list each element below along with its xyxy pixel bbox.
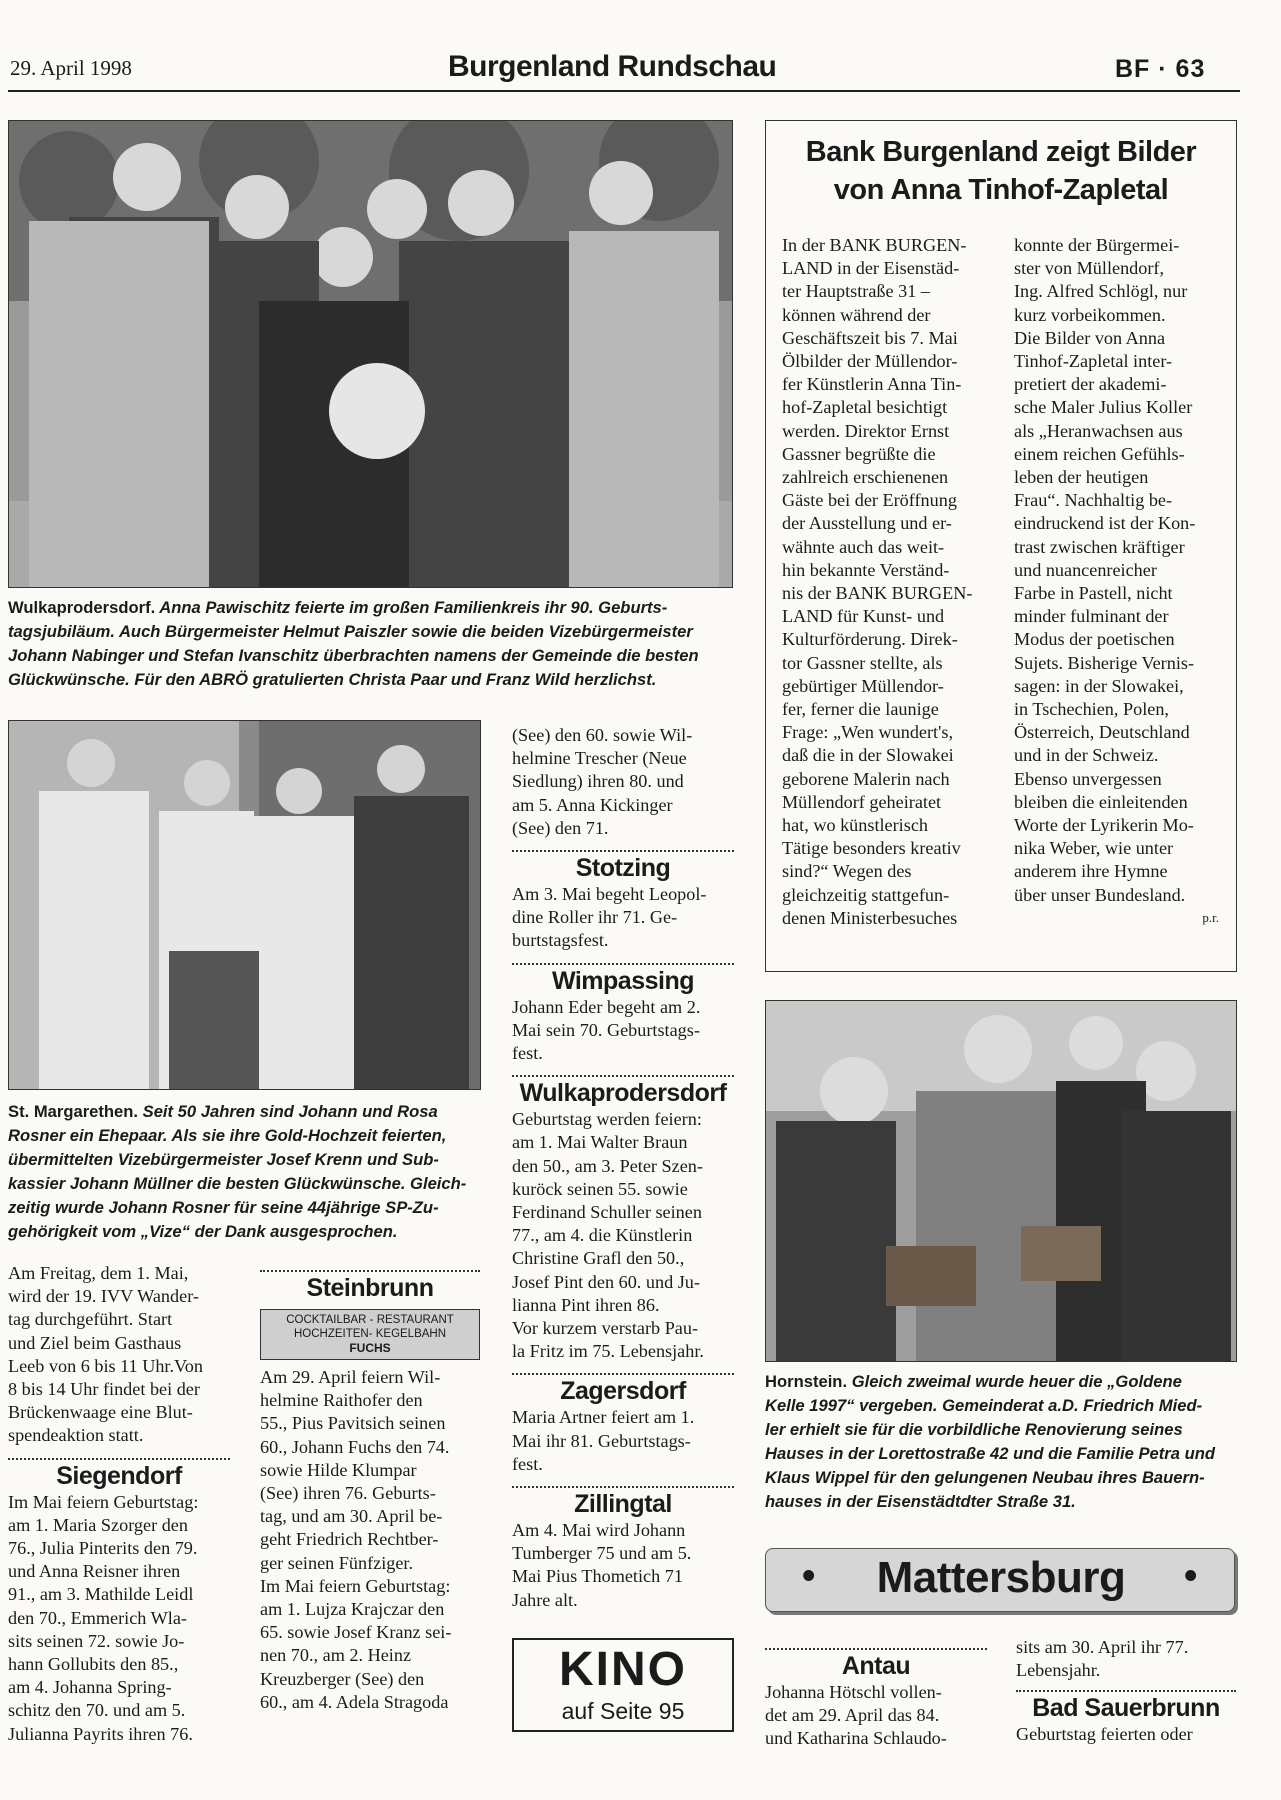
divider xyxy=(8,1458,230,1460)
heading-steinbrunn: Steinbrunn xyxy=(306,1274,434,1302)
text-line: nika Weber, wie unter xyxy=(1014,838,1174,859)
caption-line: kassier Johann Müllner die besten Glückwünsche. Gleich- xyxy=(8,1174,467,1193)
text-line: Geschäftszeit bis 7. Mai xyxy=(782,327,958,348)
text-line: sagen: in der Slowakei, xyxy=(1014,675,1184,696)
text-line: Vor kurzem verstarb Pau- xyxy=(512,1318,699,1339)
text-line: leben der heutigen xyxy=(1014,467,1149,488)
bank-article-box xyxy=(765,120,1237,972)
text-line: hof-Zapletal besichtigt xyxy=(782,397,948,418)
text-line: spendeaktion statt. xyxy=(8,1425,144,1446)
text-line: Geburtstag werden feiern: xyxy=(512,1109,702,1130)
text-line: Jahre alt. xyxy=(512,1589,578,1610)
text-line: Geburtstag feierten oder xyxy=(1016,1724,1193,1745)
bank-signature: p.r. xyxy=(1202,909,1219,925)
ad-line: COCKTAILBAR - RESTAURANT xyxy=(286,1314,454,1326)
antau-cont-text xyxy=(1016,1636,1236,1682)
stotzing-text xyxy=(512,883,734,953)
text-line: In der BANK BURGEN- xyxy=(782,235,967,255)
text-line: Lebensjahr. xyxy=(1016,1660,1101,1681)
text-line: Kreuzberger (See) den xyxy=(260,1668,425,1689)
text-line: trast zwischen kräftiger xyxy=(1014,536,1185,557)
text-line: wähnte auch das weit- xyxy=(782,536,945,557)
text-line: denen Ministerbesuches xyxy=(782,907,958,928)
text-line: geht Friedrich Rechtber- xyxy=(260,1529,439,1550)
text-line: bleiben die einleitenden xyxy=(1014,791,1188,812)
bullet-left: • xyxy=(802,1555,816,1597)
caption-line: tagsjubiläum. Auch Bürgermeister Helmut Paiszler sowie die beiden Vizebürgermeister xyxy=(8,622,693,641)
divider xyxy=(1016,1690,1236,1692)
kino-box[interactable] xyxy=(512,1638,734,1732)
text-line: und Ziel beim Gasthaus xyxy=(8,1332,182,1353)
text-line: helmine Trescher (Neue xyxy=(512,748,687,769)
text-line: Gassner begrüßte die xyxy=(782,443,936,464)
caption-line: Seit 50 Jahren sind Johann und Rosa xyxy=(142,1102,438,1121)
text-line: werden. Direktor Ernst xyxy=(782,420,950,441)
photo-hornstein-award xyxy=(765,1000,1237,1362)
heading-bad-sauerbrunn: Bad Sauerbrunn xyxy=(1032,1694,1220,1723)
antau-continued-column xyxy=(1016,1636,1236,1747)
text-line: lianna Pint ihren 86. xyxy=(512,1294,660,1315)
text-line: tag, und am 30. April be- xyxy=(260,1506,443,1527)
heading-antau: Antau xyxy=(841,1652,911,1680)
heading-zillingtal: Zillingtal xyxy=(574,1490,672,1519)
text-line: Tumberger 75 und am 5. xyxy=(512,1543,692,1564)
text-line: Tätige besonders kreativ xyxy=(782,838,961,859)
text-line: 8 bis 14 Uhr findet bei der xyxy=(8,1379,200,1400)
bank-article-col1 xyxy=(782,234,982,930)
text-line: hin bekannte Verständ- xyxy=(782,559,950,580)
text-line: Im Mai feiern Geburtstag: xyxy=(260,1575,451,1596)
text-line: geborene Malerin nach xyxy=(782,768,950,789)
text-line: Ferdinand Schuller seinen xyxy=(512,1202,702,1223)
text-line: sits seinen 72. sowie Jo- xyxy=(8,1630,185,1651)
heading-stotzing: Stotzing xyxy=(575,854,671,883)
divider xyxy=(512,963,734,965)
photo3-caption xyxy=(765,1370,1245,1514)
caption-line: zeitig wurde Johann Rosner für seine 44jährige SP-Zu- xyxy=(8,1198,439,1217)
caption-line: gehörigkeit vom „Vize“ der Dank ausgesprochen. xyxy=(8,1222,398,1241)
text-line: hat, wo künstlerisch xyxy=(782,815,928,836)
text-line: Leeb von 6 bis 11 Uhr.Von xyxy=(8,1355,203,1376)
text-line: eindruckend ist der Kon- xyxy=(1014,513,1196,534)
text-line: Ebenso unvergessen xyxy=(1014,768,1162,789)
caption-line: übermittelten Vizebürgermeister Josef Krenn und Sub- xyxy=(8,1150,439,1169)
text-line: det am 29. April das 84. xyxy=(765,1705,940,1726)
text-line: den 70., Emmerich Wla- xyxy=(8,1607,187,1628)
steinbrunn-ad[interactable] xyxy=(260,1309,480,1360)
text-line: Josef Pint den 60. und Ju- xyxy=(512,1271,700,1292)
divider xyxy=(765,1648,987,1650)
text-line: kuröck seinen 55. sowie xyxy=(512,1178,688,1199)
wandertag-text xyxy=(8,1262,230,1448)
text-line: pretiert der akademi- xyxy=(1014,374,1167,395)
bank-article-col2 xyxy=(1014,234,1219,929)
steinbrunn-column xyxy=(260,1270,480,1714)
caption-place: Hornstein. xyxy=(765,1372,848,1391)
text-line: Frau“. Nachhaltig be- xyxy=(1014,490,1173,511)
heading-wulkaprodersdorf: Wulkaprodersdorf xyxy=(519,1079,727,1108)
text-line: sind?“ Wegen des xyxy=(782,861,912,882)
caption-line: ler erhielt sie für die vorbildliche Renovierung seines xyxy=(765,1420,1183,1439)
text-line: den 50., am 3. Peter Szen- xyxy=(512,1155,703,1176)
text-line: daß die in der Slowakei xyxy=(782,745,954,766)
text-line: am 5. Anna Kickinger xyxy=(512,794,673,815)
text-line: und in der Schweiz. xyxy=(1014,745,1159,766)
zillingtal-text xyxy=(512,1519,734,1612)
photo-st-margarethen-couple xyxy=(8,720,481,1090)
text-line: Farbe in Pastell, nicht xyxy=(1014,583,1173,604)
text-line: Mai sein 70. Geburtstags- xyxy=(512,1019,700,1040)
text-line: 77., am 4. die Künstlerin xyxy=(512,1225,693,1246)
text-line: sche Maler Julius Koller xyxy=(1014,397,1193,418)
text-line: wird der 19. IVV Wander- xyxy=(8,1286,199,1307)
text-line: ster von Müllendorf, xyxy=(1014,258,1165,279)
text-line: helmine Raithofer den xyxy=(260,1390,423,1411)
header-page-ref: BF · 63 xyxy=(1115,55,1206,83)
text-line: Kulturförderung. Direk- xyxy=(782,629,958,650)
text-line: Tinhof-Zapletal inter- xyxy=(1014,351,1173,372)
text-line: der Ausstellung und er- xyxy=(782,513,952,534)
photo2-caption xyxy=(8,1100,488,1244)
text-line: können während der xyxy=(782,304,931,325)
text-line: 65. sowie Josef Kranz sei- xyxy=(260,1622,452,1643)
text-line: Müllendorf geheiratet xyxy=(782,791,942,812)
heading-wimpassing: Wimpassing xyxy=(551,966,695,995)
bad-sauerbrunn-text xyxy=(1016,1723,1236,1746)
zagersdorf-text xyxy=(512,1406,734,1476)
text-line: hann Gollubits den 85., xyxy=(8,1654,179,1675)
text-line: 76., Julia Pinterits den 79. xyxy=(8,1538,198,1559)
mid-top-text xyxy=(512,724,734,840)
bank-title-line: Bank Burgenland zeigt Bilder xyxy=(805,136,1197,168)
photo-wulkaprodersdorf-group xyxy=(8,120,733,588)
text-line: Im Mai feiern Geburtstag: xyxy=(8,1491,199,1512)
bank-article-title xyxy=(766,133,1236,209)
text-line: nis der BANK BURGEN- xyxy=(782,583,973,604)
text-line: und nuancenreicher xyxy=(1014,559,1157,580)
steinbrunn-text xyxy=(260,1366,480,1714)
caption-place: St. Margarethen. xyxy=(8,1102,139,1121)
text-line: Julianna Payrits ihren 76. xyxy=(8,1723,193,1744)
text-line: LAND in der Eisenstäd- xyxy=(782,258,960,279)
caption-line: Klaus Wippel für den gelungenen Neubau ihres Bauern- xyxy=(765,1468,1205,1487)
text-line: als „Heranwachsen aus xyxy=(1014,420,1183,441)
caption-line: Anna Pawischitz feierte im großen Familienkreis ihr 90. Geburts- xyxy=(159,598,668,617)
text-line: ger seinen Fünfziger. xyxy=(260,1552,414,1573)
divider xyxy=(512,850,734,852)
text-line: 91., am 3. Mathilde Leidl xyxy=(8,1584,194,1605)
text-line: am 1. Maria Szorger den xyxy=(8,1514,188,1535)
text-line: in Tschechien, Polen, xyxy=(1014,699,1169,720)
text-line: einem reichen Gefühls- xyxy=(1014,443,1185,464)
text-line: Ing. Alfred Schlögl, nur xyxy=(1014,281,1188,302)
text-line: Siedlung) ihren 80. und xyxy=(512,771,684,792)
header-date: 29. April 1998 xyxy=(10,56,132,80)
caption-line: Hauses in der Lorettostraße 42 und die Familie Petra und xyxy=(765,1444,1215,1463)
text-line: 55., Pius Pavitsich seinen xyxy=(260,1413,446,1434)
bullet-right: • xyxy=(1184,1555,1198,1597)
caption-line: Gleich zweimal wurde heuer die „Goldene xyxy=(851,1372,1182,1391)
text-line: 60., am 4. Adela Stragoda xyxy=(260,1691,449,1712)
text-line: zahlreich erschienenen xyxy=(782,467,949,488)
text-line: anderem ihre Hymne xyxy=(1014,861,1168,882)
siegendorf-text xyxy=(8,1491,230,1746)
caption-line: hauses in der Eisenstädtdter Straße 31. xyxy=(765,1492,1076,1511)
left-bottom-column xyxy=(8,1262,230,1746)
mattersburg-title: Mattersburg xyxy=(876,1553,1126,1602)
text-line: Mai Pius Thometich 71 xyxy=(512,1566,683,1587)
caption-place: Wulkaprodersdorf. xyxy=(8,598,156,617)
text-line: Ölbilder der Müllendor- xyxy=(782,351,958,372)
kino-logo: KINO xyxy=(559,1642,687,1696)
text-line: konnte der Bürgermei- xyxy=(1014,235,1180,255)
text-line: am 4. Johanna Spring- xyxy=(8,1677,172,1698)
text-line: sits am 30. April ihr 77. xyxy=(1016,1637,1189,1657)
text-line: Mai ihr 81. Geburtstags- xyxy=(512,1430,691,1451)
text-line: Am 4. Mai wird Johann xyxy=(512,1520,686,1541)
antau-column xyxy=(765,1648,987,1751)
ad-line: HOCHZEITEN- KEGELBAHN xyxy=(293,1328,447,1340)
text-line: Österreich, Deutschland xyxy=(1014,722,1190,743)
header-rule xyxy=(8,90,1240,92)
wulkaprodersdorf-text xyxy=(512,1108,734,1363)
text-line: Modus der poetischen xyxy=(1014,629,1175,650)
divider xyxy=(512,1486,734,1488)
middle-column xyxy=(512,724,734,1732)
text-line: Brückenwaage eine Blut- xyxy=(8,1402,193,1423)
text-line: und Anna Reisner ihren xyxy=(8,1561,181,1582)
text-line: tor Gassner stellte, als xyxy=(782,652,943,673)
heading-siegendorf: Siegendorf xyxy=(56,1461,182,1490)
text-line: (See) ihren 76. Geburts- xyxy=(260,1483,436,1504)
text-line: Johann Eder begeht am 2. xyxy=(512,996,701,1017)
heading-zagersdorf: Zagersdorf xyxy=(560,1377,686,1406)
text-line: Am Freitag, dem 1. Mai, xyxy=(8,1263,189,1283)
ad-name: FUCHS xyxy=(349,1341,391,1355)
caption-line: Kelle 1997“ vergeben. Gemeinderat a.D. Friedrich Mied- xyxy=(765,1396,1203,1415)
text-line: Frage: „Wen wundert's, xyxy=(782,722,954,743)
text-line: Gäste bei der Eröffnung xyxy=(782,490,957,511)
text-line: fest. xyxy=(512,1043,543,1064)
mattersburg-banner xyxy=(765,1548,1235,1612)
text-line: tag durchgeführt. Start xyxy=(8,1309,173,1330)
text-line: am 1. Mai Walter Braun xyxy=(512,1132,688,1153)
caption-line: Rosner ein Ehepaar. Als sie ihre Gold-Hochzeit feierten, xyxy=(8,1126,447,1145)
divider xyxy=(512,1075,734,1077)
text-line: burtstagsfest. xyxy=(512,930,609,951)
text-line: Christine Grafl den 50., xyxy=(512,1248,685,1269)
text-line: (See) den 60. sowie Wil- xyxy=(512,725,693,745)
text-line: Johanna Hötschl vollen- xyxy=(765,1682,942,1702)
text-line: ter Hauptstraße 31 – xyxy=(782,281,930,302)
text-line: 60., Johann Fuchs den 74. xyxy=(260,1436,450,1457)
header-title: Burgenland Rundschau xyxy=(448,50,777,83)
text-line: dine Roller ihr 71. Ge- xyxy=(512,907,678,928)
text-line: am 1. Lujza Krajczar den xyxy=(260,1599,445,1620)
wimpassing-text xyxy=(512,996,734,1066)
antau-text xyxy=(765,1681,987,1751)
caption-line: Johann Nabinger und Stefan Ivanschitz überbrachten namens der Gemeinde die besten xyxy=(8,646,699,665)
text-line: Maria Artner feiert am 1. xyxy=(512,1407,695,1428)
kino-page-ref: auf Seite 95 xyxy=(561,1697,685,1724)
text-line: gleichzeitig stattgefun- xyxy=(782,884,950,905)
text-line: nen 70., am 2. Heinz xyxy=(260,1645,412,1666)
divider xyxy=(260,1270,480,1272)
photo1-caption xyxy=(8,596,738,692)
text-line: fest. xyxy=(512,1453,543,1474)
text-line: fer, ferner die launige xyxy=(782,699,939,720)
text-line: la Fritz im 75. Lebensjahr. xyxy=(512,1341,704,1362)
text-line: gebürtiger Müllendor- xyxy=(782,675,944,696)
text-line: und Katharina Schlaudo- xyxy=(765,1728,947,1749)
text-line: (See) den 71. xyxy=(512,817,609,838)
text-line: Worte der Lyrikerin Mo- xyxy=(1014,815,1194,836)
text-line: Die Bilder von Anna xyxy=(1014,327,1166,348)
text-line: schitz den 70. und am 5. xyxy=(8,1700,186,1721)
text-line: minder fulminant der xyxy=(1014,606,1169,627)
text-line: kurz vorbeikommen. xyxy=(1014,304,1166,325)
text-line: sowie Hilde Klumpar xyxy=(260,1459,417,1480)
bank-title-line: von Anna Tinhof-Zapletal xyxy=(833,174,1169,206)
divider xyxy=(512,1373,734,1375)
text-line: fer Künstlerin Anna Tin- xyxy=(782,374,962,395)
text-line: über unser Bundesland. xyxy=(1014,884,1186,905)
caption-line: Glückwünsche. Für den ABRÖ gratulierten Christa Paar und Franz Wild herzlichst. xyxy=(8,670,657,689)
text-line: LAND für Kunst- und xyxy=(782,606,945,627)
text-line: Am 29. April feiern Wil- xyxy=(260,1367,441,1387)
text-line: Am 3. Mai begeht Leopol- xyxy=(512,884,707,905)
text-line: Sujets. Bisherige Vernis- xyxy=(1014,652,1195,673)
